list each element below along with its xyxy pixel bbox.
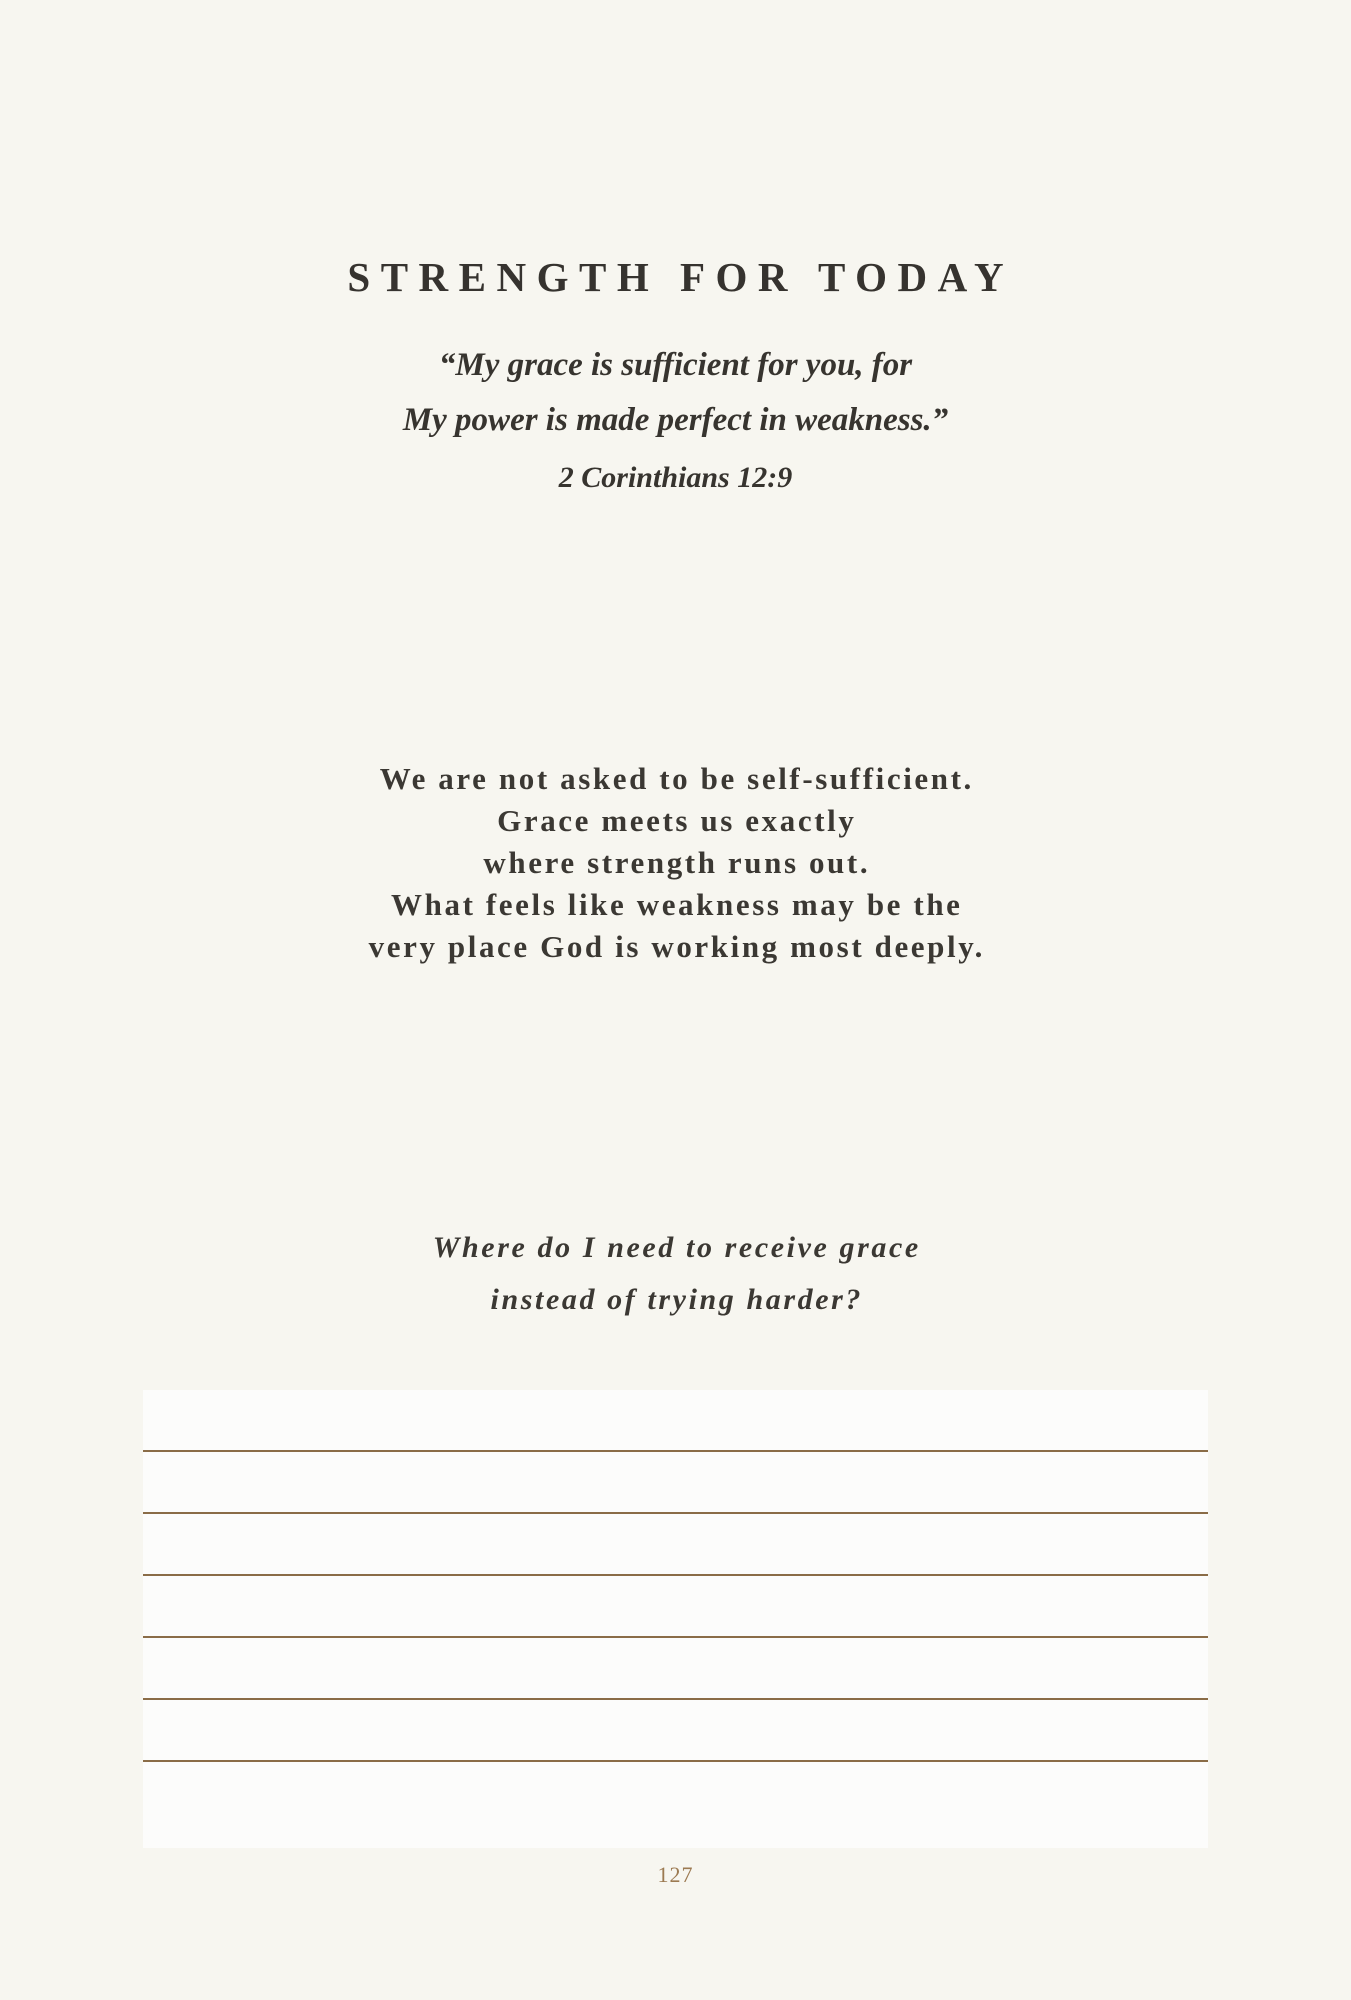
reflection-line-2: Grace meets us exactly <box>497 803 857 838</box>
writing-line[interactable] <box>143 1514 1208 1576</box>
reflection-line-3: where strength runs out. <box>483 845 871 880</box>
scripture-line-2: My power is made perfect in weakness.” <box>402 402 949 438</box>
scripture-line-1: “My grace is sufficient for you, for <box>438 347 913 383</box>
writing-line[interactable] <box>143 1638 1208 1700</box>
writing-line[interactable] <box>143 1576 1208 1638</box>
writing-line[interactable] <box>143 1452 1208 1514</box>
reflection-line-1: We are not asked to be self-sufficient. <box>379 761 974 796</box>
reflection-block <box>0 758 1351 968</box>
writing-line[interactable] <box>143 1762 1208 1824</box>
reflection-line-4: What feels like weakness may be the <box>391 887 963 922</box>
page-title: STRENGTH FOR TODAY <box>347 254 1015 301</box>
writing-lines-panel[interactable] <box>143 1390 1208 1848</box>
journal-prompt <box>0 1222 1351 1326</box>
page-number: 127 <box>657 1862 694 1887</box>
writing-line[interactable] <box>143 1700 1208 1762</box>
journal-prompt-line-2: instead of trying harder? <box>490 1283 864 1316</box>
reflection-line-5: very place God is working most deeply. <box>368 929 985 964</box>
journal-prompt-line-1: Where do I need to receive grace <box>432 1231 921 1264</box>
scripture-reference: 2 Corinthians 12:9 <box>558 461 793 494</box>
writing-line[interactable] <box>143 1390 1208 1452</box>
scripture-block <box>0 338 1351 505</box>
